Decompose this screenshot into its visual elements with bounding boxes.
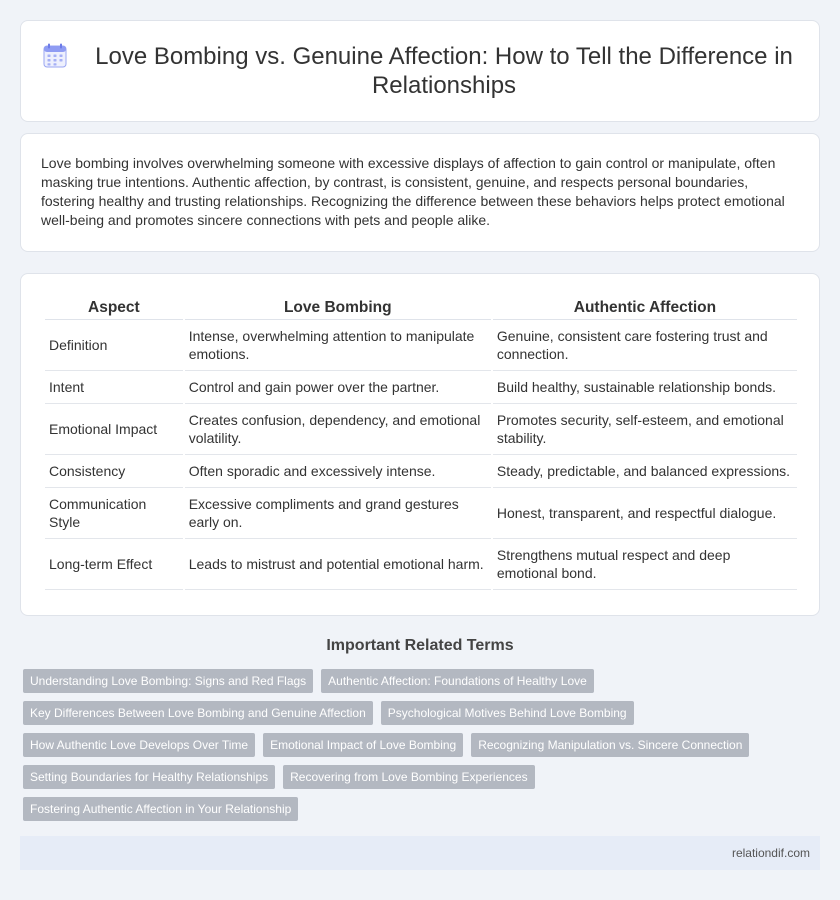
related-term-tag[interactable]: Understanding Love Bombing: Signs and Red Flags [23, 669, 313, 693]
footer-site-link[interactable]: relationdif.com [731, 846, 810, 860]
related-term-tag[interactable]: Authentic Affection: Foundations of Healthy Love [321, 669, 594, 693]
row-aspect: Consistency [45, 455, 183, 488]
row-aspect: Intent [45, 371, 183, 404]
related-term-tag[interactable]: Setting Boundaries for Healthy Relationships [23, 765, 275, 789]
row-love-bombing: Excessive compliments and grand gestures early on. [185, 488, 491, 539]
related-term-tag[interactable]: Psychological Motives Behind Love Bombing [381, 701, 634, 725]
row-aspect: Emotional Impact [45, 404, 183, 455]
header-love-bombing: Love Bombing [185, 296, 491, 320]
row-authentic-affection: Promotes security, self-esteem, and emotional stability. [493, 404, 797, 455]
header-card [20, 20, 820, 122]
page-title: Love Bombing vs. Genuine Affection: How to Tell the Difference in Relationships [95, 43, 793, 99]
related-term-tag[interactable]: How Authentic Love Develops Over Time [23, 733, 255, 757]
comparison-table [43, 296, 799, 590]
related-term-tag[interactable]: Recognizing Manipulation vs. Sincere Connection [471, 733, 749, 757]
related-term-tag[interactable]: Key Differences Between Love Bombing and Genuine Affection [23, 701, 373, 725]
intro-card [20, 133, 820, 252]
related-term-tag[interactable]: Fostering Authentic Affection in Your Relationship [23, 797, 298, 821]
calendar-icon [41, 42, 69, 70]
row-love-bombing: Control and gain power over the partner. [185, 371, 491, 404]
table-header-row [45, 296, 797, 320]
comparison-card [20, 273, 820, 616]
row-authentic-affection: Honest, transparent, and respectful dialogue. [493, 488, 797, 539]
table-row [45, 371, 797, 404]
related-term-tag[interactable]: Emotional Impact of Love Bombing [263, 733, 463, 757]
row-aspect: Communication Style [45, 488, 183, 539]
row-aspect: Definition [45, 320, 183, 371]
table-row [45, 320, 797, 371]
related-terms-list [23, 669, 793, 829]
footer [20, 836, 820, 870]
row-authentic-affection: Strengthens mutual respect and deep emotional bond. [493, 539, 797, 590]
header-aspect: Aspect [45, 296, 183, 320]
table-row [45, 488, 797, 539]
row-authentic-affection: Steady, predictable, and balanced expressions. [493, 455, 797, 488]
intro-paragraph: Love bombing involves overwhelming someone with excessive displays of affection to gain control or manipulate, often masking true intentions. Authentic affection, by contrast, is consistent, genuine, and respects personal boundaries, fostering healthy and trusting relationships. Recognizing the difference between these behaviors helps protect emotional well-being and promotes sincere connections with pets and people alike. [41, 155, 785, 228]
row-love-bombing: Often sporadic and excessively intense. [185, 455, 491, 488]
row-love-bombing: Intense, overwhelming attention to manipulate emotions. [185, 320, 491, 371]
row-authentic-affection: Genuine, consistent care fostering trust and connection. [493, 320, 797, 371]
row-love-bombing: Leads to mistrust and potential emotional harm. [185, 539, 491, 590]
table-row [45, 455, 797, 488]
table-row [45, 404, 797, 455]
row-love-bombing: Creates confusion, dependency, and emotional volatility. [185, 404, 491, 455]
header-authentic-affection: Authentic Affection [493, 296, 797, 320]
table-row [45, 539, 797, 590]
row-aspect: Long-term Effect [45, 539, 183, 590]
row-authentic-affection: Build healthy, sustainable relationship bonds. [493, 371, 797, 404]
related-term-tag[interactable]: Recovering from Love Bombing Experiences [283, 765, 534, 789]
related-terms-title: Important Related Terms [326, 637, 514, 654]
